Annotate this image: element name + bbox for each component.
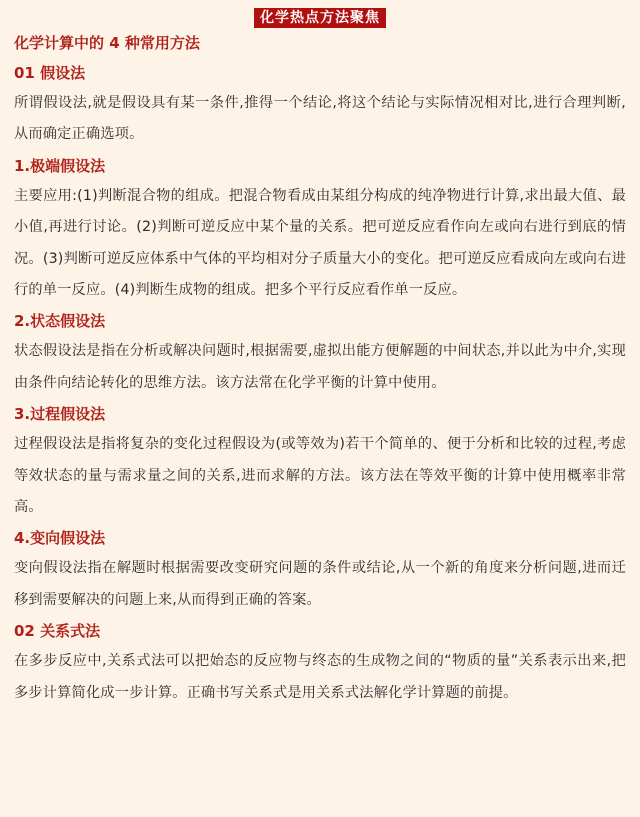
section-heading-extreme: 1.极端假设法 (14, 156, 106, 175)
section-text-state: 状态假设法是指在分析或解决问题时,根据需要,虚拟出能方便解题的中间状态,并以此为中介,实现由条件向结论转化的思维方法。该方法常在化学平衡的计算中使用。 (14, 343, 626, 391)
section-text-extreme: 主要应用:(1)判断混合物的组成。把混合物看成由某组分构成的纯净物进行计算,求出最大值、最小值,再进行讨论。(2)判断可逆反应中某个量的关系。把可逆反应看作向左或向右进行到底的情况。(3)判断可逆反应体系中气体的平均相对分子质量大小的变化。把可逆反应看成向左或向右进行的单一反应。(4)判断生成物的组成。把多个平行反应看作单一反应。 (14, 187, 626, 299)
section-heading-process: 3.过程假设法 (14, 405, 106, 424)
section-text-direction: 变向假设法指在解题时根据需要改变研究问题的条件或结论,从一个新的角度来分析问题,进而迁移到需要解决的问题上来,从而得到正确的答案。 (14, 560, 626, 608)
title-bar (14, 0, 626, 28)
section-heading-direction: 4.变向假设法 (14, 529, 106, 548)
article-title: 化学热点方法聚焦 (254, 8, 386, 28)
section-heading-relation: 02 关系式法 (14, 622, 101, 641)
section-text-process: 过程假设法是指将复杂的变化过程假设为(或等效为)若干个简单的、便于分析和比较的过程,考虑等效状态的量与需求量之间的关系,进而求解的方法。该方法在等效平衡的计算中使用概率非常高。 (14, 436, 626, 516)
section-heading-assumption: 01 假设法 (14, 64, 86, 82)
section-heading-state: 2.状态假设法 (14, 312, 106, 331)
main-heading: 化学计算中的 4 种常用方法 (14, 34, 200, 52)
section-text-assumption: 所谓假设法,就是假设具有某一条件,推得一个结论,将这个结论与实际情况相对比,进行合理判断,从而确定正确选项。 (14, 95, 626, 143)
section-text-relation: 在多步反应中,关系式法可以把始态的反应物与终态的生成物之间的“物质的量”关系表示出来,把多步计算简化成一步计算。正确书写关系式是用关系式法解化学计算题的前提。 (14, 653, 626, 701)
